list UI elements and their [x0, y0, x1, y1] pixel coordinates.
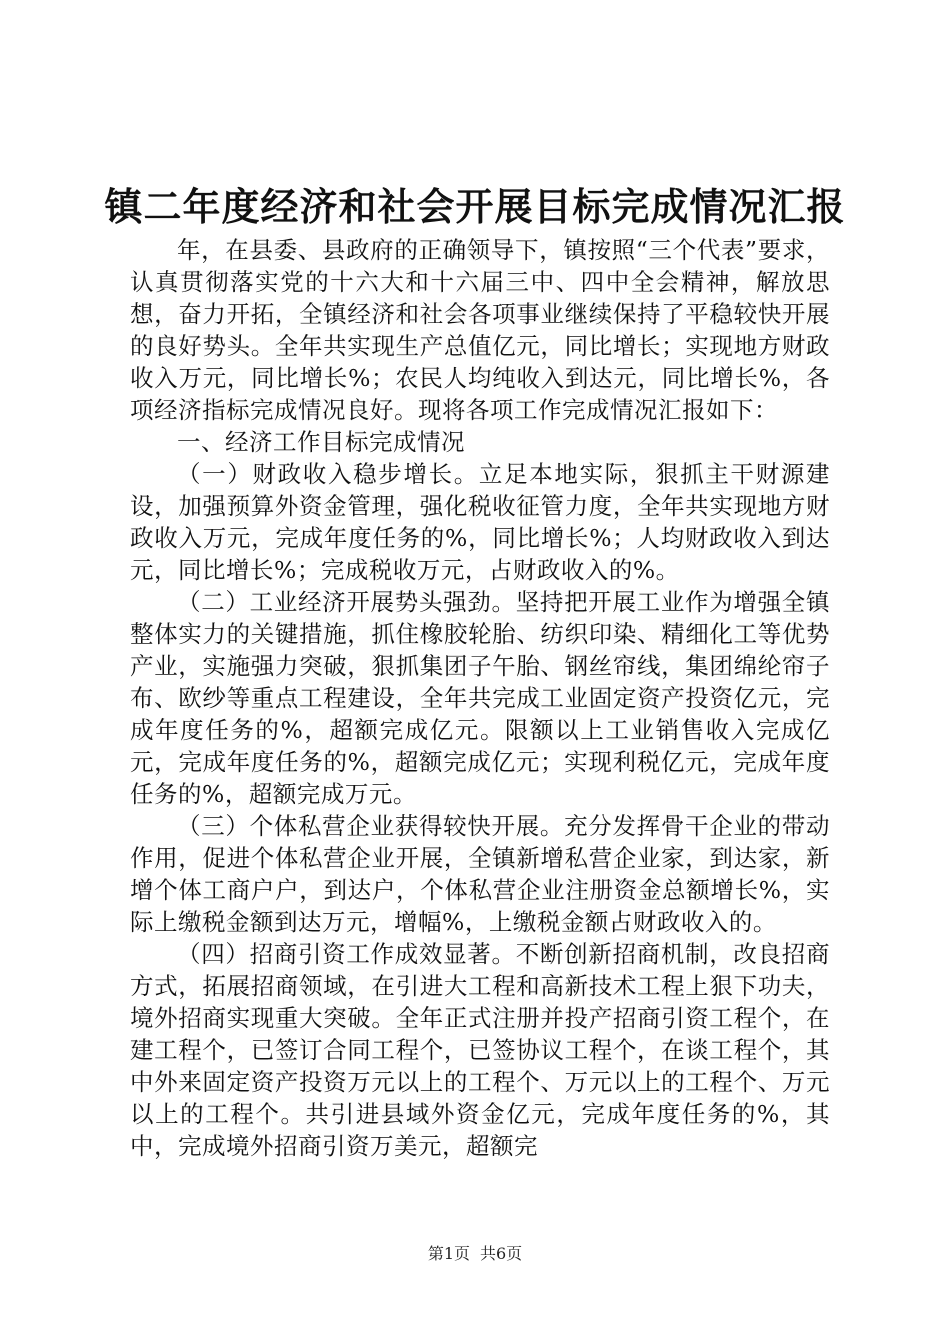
page-footer: [0, 1244, 950, 1264]
document-body: [130, 234, 830, 1162]
paragraph-finance: （一）财政收入稳步增长。立足本地实际，狠抓主干财源建设，加强预算外资金管理，强化税收征管力度，全年共实现地方财政收入万元，完成年度任务的%，同比增长%；人均财政收入到达元，同比增长%；完成税收万元，占财政收入的%。: [130, 460, 830, 584]
paragraph-intro: 年，在县委、县政府的正确领导下，镇按照“三个代表”要求，认真贯彻落实党的十六大和十六届三中、四中全会精神，解放思想，奋力开拓，全镇经济和社会各项事业继续保持了平稳较快开展的良好势头。全年共实现生产总值亿元，同比增长；实现地方财政收入万元，同比增长%；农民人均纯收入到达元，同比增长%，各项经济指标完成情况良好。现将各项工作完成情况汇报如下：: [130, 236, 830, 424]
paragraph-industry: （二）工业经济开展势头强劲。坚持把开展工业作为增强全镇整体实力的关键措施，抓住橡胶轮胎、纺织印染、精细化工等优势产业，实施强力突破，狠抓集团子午胎、钢丝帘线，集团绵纶帘子布、欧纱等重点工程建设，全年共完成工业固定资产投资亿元，完成年度任务的%，超额完成亿元。限额以上工业销售收入完成亿元，完成年度任务的%，超额完成亿元；实现利税亿元，完成年度任务的%，超额完成万元。: [130, 588, 830, 808]
section-heading-economy: 一、经济工作目标完成情况: [177, 428, 465, 456]
paragraph-private-enterprise: （三）个体私营企业获得较快开展。充分发挥骨干企业的带动作用，促进个体私营企业开展，全镇新增私营企业家，到达家，新增个体工商户户，到达户，个体私营企业注册资金总额增长%，实际上缴税金额到达万元，增幅%，上缴税金额占财政收入的。: [130, 812, 830, 936]
document-title: 镇二年度经济和社会开展目标完成情况汇报: [104, 184, 846, 229]
paragraph-investment: （四）招商引资工作成效显著。不断创新招商机制，改良招商方式，拓展招商领域，在引进大工程和高新技术工程上狠下功夫，境外招商实现重大突破。全年正式注册并投产招商引资工程个，在建工程个，已签订合同工程个，已签协议工程个，在谈工程个，其中外来固定资产投资万元以上的工程个、万元以上的工程个、万元以上的工程个。共引进县域外资金亿元，完成年度任务的%，其中，完成境外招商引资万美元，超额完: [130, 940, 830, 1160]
page-number: 第1页: [427, 1244, 470, 1263]
page-total: 共6页: [480, 1244, 523, 1263]
